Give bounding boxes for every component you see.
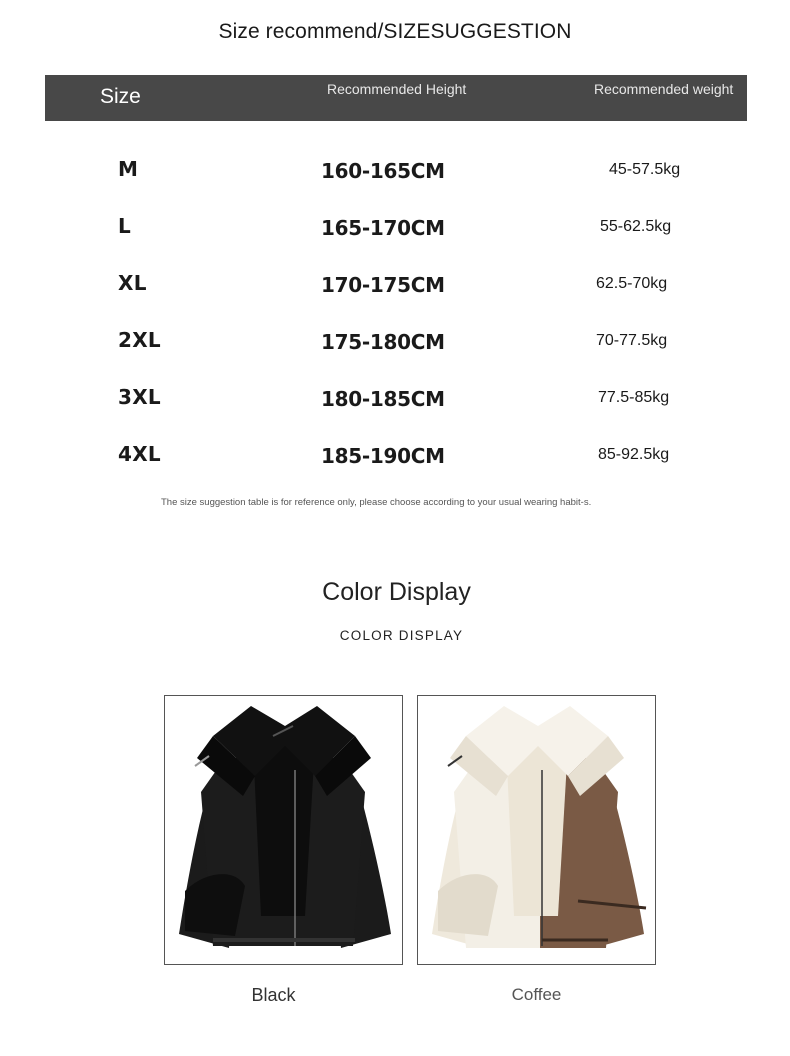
row-weight-xl: 62.5-70kg	[596, 275, 668, 292]
row-size-2xl: 2XL	[118, 328, 161, 352]
row-weight-l: 55-62.5kg	[600, 218, 672, 235]
color-label-black: Black	[251, 985, 296, 1005]
row-weight-m: 45-57.5kg	[609, 161, 681, 178]
row-size-4xl: 4XL	[118, 442, 161, 466]
row-size-m: M	[118, 157, 139, 181]
size-note: The size suggestion table is for reference only, please choose according to your usual wearing habit-s.	[161, 497, 592, 508]
coffee-shearling-jacket-icon	[418, 696, 655, 964]
black-jacket-photo	[164, 695, 403, 965]
row-weight-2xl: 70-77.5kg	[596, 332, 668, 349]
row-height-2xl: 175-180CM	[321, 330, 445, 354]
size-section-title: Size recommend/SIZESUGGESTION	[218, 20, 572, 43]
header-recommended-height: Recommended Height	[327, 81, 467, 97]
row-size-3xl: 3XL	[118, 385, 161, 409]
row-height-l: 165-170CM	[321, 216, 445, 240]
header-size: Size	[100, 85, 141, 108]
color-section-subtitle: COLOR DISPLAY	[339, 628, 464, 643]
row-weight-4xl: 85-92.5kg	[598, 446, 670, 463]
size-table-header	[45, 75, 747, 121]
color-section-title: Color Display	[322, 578, 471, 606]
row-size-l: L	[118, 214, 132, 238]
color-label-coffee: Coffee	[511, 985, 562, 1004]
row-weight-3xl: 77.5-85kg	[598, 389, 670, 406]
row-height-4xl: 185-190CM	[321, 444, 445, 468]
row-height-3xl: 180-185CM	[321, 387, 445, 411]
row-height-m: 160-165CM	[321, 159, 445, 183]
row-size-xl: XL	[118, 271, 147, 295]
coffee-jacket-photo	[417, 695, 656, 965]
black-shearling-jacket-icon	[165, 696, 402, 964]
header-recommended-weight: Recommended weight	[594, 81, 734, 97]
row-height-xl: 170-175CM	[321, 273, 445, 297]
